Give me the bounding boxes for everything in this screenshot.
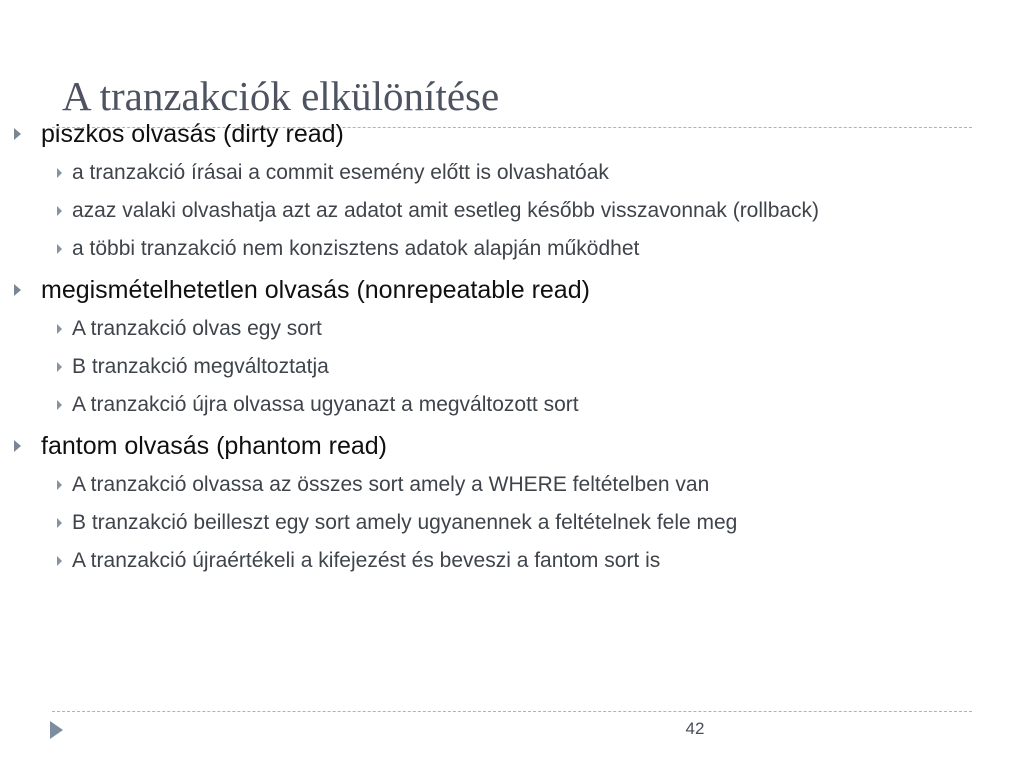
triangle-right-icon — [57, 168, 62, 178]
sub-bullet-item — [0, 152, 1024, 190]
sub-bullet-text: a többi tranzakció nem konzisztens adatok alapján működhet — [72, 237, 640, 260]
bullet-text: fantom olvasás (phantom read) — [41, 432, 388, 460]
bullet-text: megismételhetetlen olvasás (nonrepeatable read) — [41, 276, 590, 304]
slide-title: A tranzakciók elkülönítése — [62, 73, 500, 119]
slide-content — [0, 114, 1024, 578]
bullet-text: piszkos olvasás (dirty read) — [41, 120, 344, 148]
sub-bullet-text: a tranzakció írásai a commit esemény előtt is olvashatóak — [72, 161, 609, 184]
page-number: 42 — [685, 719, 705, 738]
bullet-item — [0, 114, 1024, 152]
triangle-right-icon — [57, 362, 62, 372]
sub-bullet-item — [0, 540, 1024, 578]
triangle-right-icon — [57, 324, 62, 334]
triangle-right-icon — [14, 440, 21, 452]
sub-bullet-text: B tranzakció megváltoztatja — [72, 355, 329, 378]
sub-bullet-text: B tranzakció beilleszt egy sort amely ugyanennek a feltételnek fele meg — [72, 511, 738, 534]
sub-bullet-item — [0, 346, 1024, 384]
sub-bullet-text: azaz valaki olvashatja azt az adatot amit esetleg később visszavonnak (rollback) — [72, 199, 820, 222]
sub-bullet-item — [0, 384, 1024, 422]
sub-bullet-text: A tranzakció újra olvassa ugyanazt a megváltozott sort — [72, 393, 579, 416]
triangle-right-icon — [57, 244, 62, 254]
triangle-right-icon — [57, 206, 62, 216]
sub-bullet-text: A tranzakció olvassa az összes sort amely a WHERE feltételben van — [72, 473, 710, 496]
triangle-right-icon — [57, 400, 62, 410]
sub-bullet-text: A tranzakció olvas egy sort — [72, 317, 322, 340]
bullet-item — [0, 426, 1024, 464]
triangle-right-icon — [14, 284, 21, 296]
triangle-right-icon — [57, 480, 62, 490]
sub-bullet-text: A tranzakció újraértékeli a kifejezést és beveszi a fantom sort is — [72, 549, 661, 572]
play-arrow-icon[interactable] — [50, 721, 63, 739]
sub-bullet-item — [0, 502, 1024, 540]
bullet-item — [0, 270, 1024, 308]
footer-divider — [52, 711, 972, 712]
triangle-right-icon — [57, 556, 62, 566]
triangle-right-icon — [57, 518, 62, 528]
triangle-right-icon — [14, 128, 21, 140]
sub-bullet-item — [0, 464, 1024, 502]
sub-bullet-item — [0, 190, 1024, 228]
sub-bullet-item — [0, 308, 1024, 346]
sub-bullet-item — [0, 228, 1024, 266]
